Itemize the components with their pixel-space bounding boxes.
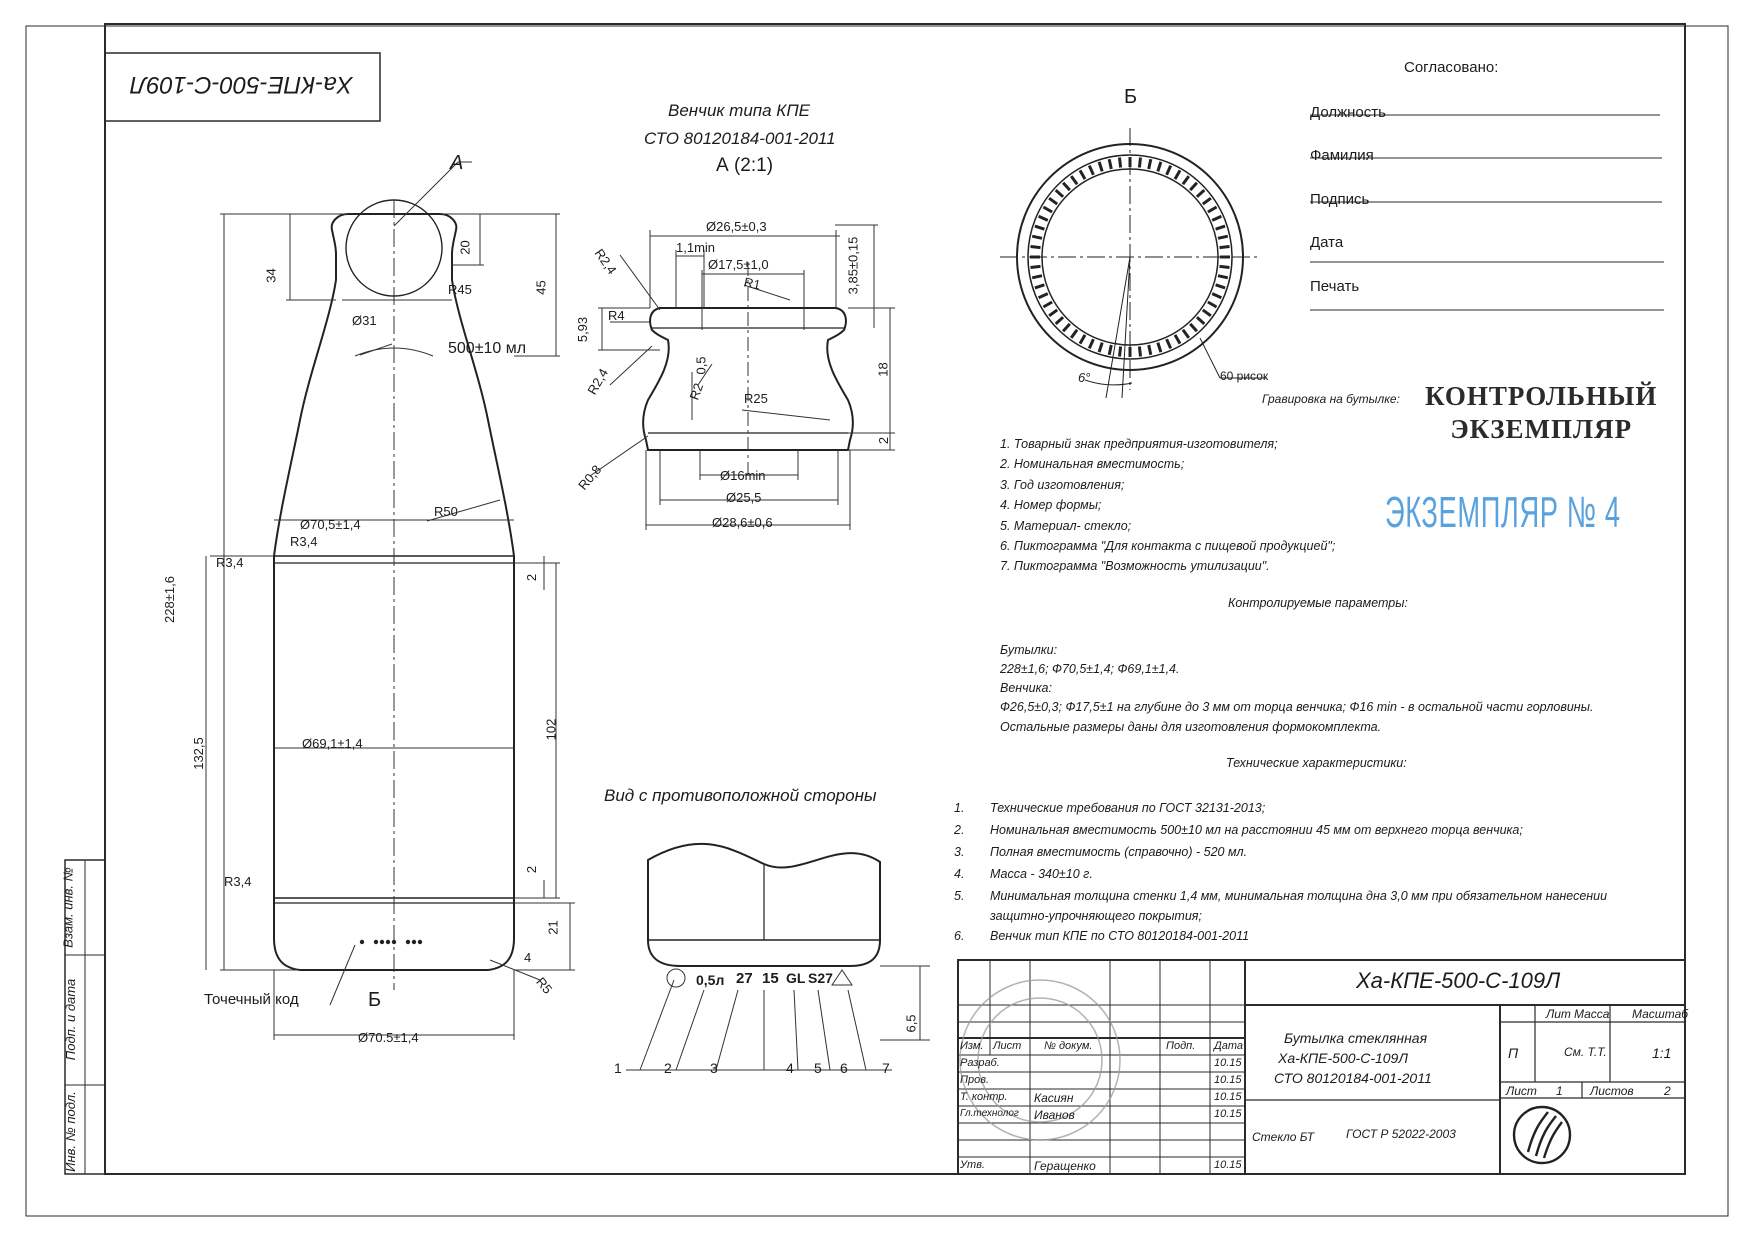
finish-dim-593: 5,93	[575, 316, 591, 343]
title-block-name-3: СТО 80120184-001-2011	[1274, 1070, 1432, 1086]
bottle-volume: 500±10 мл	[448, 340, 527, 357]
knurl-tick	[1071, 330, 1077, 338]
mark-volume: 0,5л	[696, 972, 725, 988]
knurl-tick	[1203, 310, 1211, 316]
side-label-inv: Инв. № подл.	[62, 1091, 78, 1172]
controlled-line-3: Венчика:	[1000, 681, 1052, 695]
sheets-value: 2	[1664, 1084, 1671, 1098]
bottle-dim-228: 228±1,6	[161, 576, 177, 623]
col-mass: Масса	[1574, 1007, 1610, 1021]
finish-dim-2: 2	[876, 436, 892, 445]
technical-number-1: 1.	[954, 801, 965, 815]
head-sheet: Лист	[993, 1040, 1022, 1052]
controlled-line-5: Остальные размеры даны для изготовления формокомплекта.	[1000, 720, 1382, 734]
date-chief-tech: 10.15	[1214, 1108, 1242, 1120]
role-approved: Утв.	[960, 1159, 985, 1171]
role-checked: Пров.	[960, 1074, 990, 1086]
head-change: Изм.	[960, 1040, 984, 1052]
bottle-radius-45: R45	[448, 282, 472, 297]
finish-radius-2: R2	[686, 381, 707, 402]
knurl-tick	[1218, 276, 1228, 278]
technical-line-4: Масса - 340±10 г.	[990, 867, 1093, 881]
approval-field-surname: Фамилия	[1310, 147, 1374, 164]
technical-number-4: 4.	[954, 867, 965, 881]
technical-line-5: Минимальная толщина стенки 1,4 мм, минимальная толщина дна 3,0 мм при обязательном нанесении	[990, 889, 1608, 903]
title-block-material: Стекло БТ	[1252, 1130, 1315, 1144]
knurl-tick	[1139, 158, 1140, 168]
head-date: Дата	[1214, 1040, 1244, 1052]
knurl-tick	[1080, 335, 1085, 344]
base-angle: 6°	[1078, 370, 1091, 385]
sheets-label: Листов	[1590, 1084, 1634, 1098]
knurl-tick	[1089, 166, 1093, 175]
head-sign: Подп.	[1166, 1040, 1196, 1052]
knurl-tick	[1167, 339, 1171, 348]
bottle-dim-2-a: 2	[524, 573, 540, 582]
knurl-tick	[1167, 166, 1171, 175]
bottle-dim-1325: 132,5	[190, 737, 206, 770]
finish-radius-25: R25	[744, 391, 768, 406]
base-view-label: Б	[1124, 86, 1138, 108]
knurl-tick	[1120, 158, 1121, 168]
bottle-diameter-705-bottom: Ø70.5±1,4	[358, 1030, 419, 1045]
detail-a-heading-3: А (2:1)	[716, 155, 774, 176]
sheet-label: Лист	[1506, 1084, 1537, 1098]
mark-mould: 15	[762, 970, 779, 987]
title-block-grid	[958, 960, 1685, 1174]
finish-dim-inner: Ø17,5±1,0	[708, 257, 769, 272]
finish-dim-outer: Ø26,5±0,3	[706, 219, 767, 234]
side-label-replace: Взам. инв. №	[60, 867, 76, 948]
engraving-item-6: 6. Пиктограмма "Для контакта с пищевой продукцией";	[1000, 539, 1336, 553]
callout-2: 2	[664, 1060, 672, 1076]
finish-dim-18: 18	[875, 362, 891, 377]
knurl-tick	[1063, 183, 1070, 190]
dot-code-label: Точечный код	[204, 991, 299, 1008]
knurl-tick	[1208, 302, 1217, 307]
approval-field-signature: Подпись	[1310, 191, 1370, 208]
technical-number-6: 6.	[954, 929, 965, 943]
mark-s27: S27	[808, 970, 833, 986]
mass-value: См. Т.Т.	[1564, 1045, 1607, 1059]
knurl-tick	[1149, 345, 1151, 355]
bottle-radius-5: R5	[533, 974, 556, 997]
detail-a-heading-2: СТО 80120184-001-2011	[644, 129, 836, 148]
approval-heading: Согласовано:	[1404, 59, 1499, 76]
knurl-tick	[1039, 216, 1048, 220]
bottle-label-a: А	[450, 152, 464, 174]
controlled-line-2: 228±1,6; Ф70,5±1,4; Ф69,1±1,4.	[1000, 662, 1180, 676]
controlled-copy-stamp	[1425, 380, 1657, 446]
knurl-tick	[1158, 343, 1161, 353]
base-view	[1000, 128, 1269, 398]
knurl-tick	[1109, 345, 1111, 355]
controlled-copy-stamp-line1: КОНТРОЛЬНЫЙ	[1425, 381, 1658, 411]
controlled-line-1: Бутылки:	[1000, 643, 1058, 657]
opposite-view-heading: Вид с противоположной стороны	[604, 786, 877, 805]
knurl-tick	[1197, 317, 1204, 324]
knurl-tick	[1220, 266, 1230, 267]
bottle-dim-4: 4	[524, 950, 532, 965]
finish-dim-05: 0,5	[693, 356, 709, 375]
date-approved: 10.15	[1214, 1159, 1242, 1171]
surname-chief-tech: Иванов	[1034, 1108, 1075, 1122]
bottle-dim-34: 34	[263, 268, 279, 283]
engraving-item-1: 1. Товарный знак предприятия-изготовителя;	[1000, 437, 1278, 451]
finish-dim-min: 1,1min	[676, 240, 716, 255]
bottle-dim-45: 45	[533, 280, 549, 295]
col-scale: Масштаб	[1632, 1007, 1689, 1021]
engraving-item-3: 3. Год изготовления;	[1000, 478, 1125, 492]
callout-7: 7	[882, 1060, 890, 1076]
knurl-tick	[1212, 216, 1221, 220]
company-logo	[1514, 1107, 1570, 1163]
role-developed: Разраб.	[960, 1057, 1000, 1069]
bottle-radius-34-b: R3,4	[290, 534, 318, 549]
technical-line-3: Полная вместимость (справочно) - 520 мл.	[990, 845, 1248, 859]
dot-code-marks	[360, 940, 422, 944]
technical-number-2: 2.	[954, 823, 965, 837]
engraving-item-4: 4. Номер формы;	[1000, 498, 1102, 512]
callout-3: 3	[710, 1060, 718, 1076]
scale-value: 1:1	[1652, 1045, 1672, 1061]
knurl-tick	[1049, 310, 1057, 316]
controlled-copy-stamp-line2: ЭКЗЕМПЛЯР	[1450, 414, 1633, 444]
technical-line-5-cont: защитно-упрочняющего покрытия;	[990, 909, 1202, 923]
engraving-item-7: 7. Пиктограмма "Возможность утилизации".	[1000, 559, 1270, 573]
technical-line-2: Номинальная вместимость 500±10 мл на расстоянии 45 мм от верхнего торца венчика;	[990, 823, 1523, 837]
title-block-code: Ха-КПЕ-500-С-109Л	[1356, 968, 1561, 993]
engraving-item-5: 5. Материал- стекло;	[1000, 519, 1132, 533]
bottle-dim-20: 20	[457, 240, 473, 255]
knurl-tick	[1139, 347, 1140, 357]
bottle-diameter-705-top: Ø70,5±1,4	[300, 517, 361, 532]
knurl-tick	[1063, 324, 1070, 331]
date-developed: 10.15	[1214, 1057, 1242, 1069]
knurl-tick	[1035, 226, 1045, 229]
knurl-tick	[1149, 159, 1151, 169]
knurl-tick	[1175, 335, 1180, 344]
finish-radius-4: R4	[608, 308, 625, 323]
finish-dim-385: 3,85±0,15	[845, 236, 861, 295]
finish-outline	[643, 308, 853, 450]
engraving-item-2: 2. Номинальная вместимость;	[1000, 457, 1185, 471]
copy-number-stamp: ЭКЗЕМПЛЯР № 4	[1385, 488, 1621, 537]
knurl-tick	[1190, 324, 1197, 331]
callout-6: 6	[840, 1060, 848, 1076]
side-label-sign-date: Подп. и дата	[63, 978, 79, 1061]
knurl-tick	[1089, 339, 1093, 348]
lit-value: П	[1508, 1045, 1519, 1061]
bottle-label-b: Б	[368, 989, 382, 1011]
role-chief-tech: Гл.технолог	[960, 1108, 1019, 1119]
head-doc: № докум.	[1044, 1040, 1093, 1052]
document-code-mirrored: Ха-КПЕ-500-С-109Л	[130, 71, 353, 98]
callout-1: 1	[614, 1060, 622, 1076]
bottle-dim-21: 21	[545, 920, 561, 935]
knurl-tick	[1197, 190, 1204, 197]
knurl-tick	[1031, 266, 1041, 267]
knurl-tick	[1158, 162, 1161, 172]
knurl-tick	[1043, 207, 1052, 212]
knurl-tick	[1175, 170, 1180, 179]
knurl-tick	[1099, 343, 1102, 353]
base-risks: 60 рисок	[1220, 369, 1269, 383]
callout-5: 5	[814, 1060, 822, 1076]
finish-dim-286: Ø28,6±0,6	[712, 515, 773, 530]
bottle-dim-102: 102	[543, 718, 559, 741]
controlled-line-4: Ф26,5±0,3; Ф17,5±1 на глубине до 3 мм от торца венчика; Ф16 min - в остальной части горловины.	[1000, 700, 1594, 714]
approval-field-date: Дата	[1310, 234, 1344, 251]
mark-gl: GL	[786, 970, 806, 986]
knurl-tick	[1183, 176, 1189, 184]
bottle-dimension-lines	[206, 162, 575, 1040]
bottle-diameter-691: Ø69,1±1,4	[302, 736, 363, 751]
role-tcontrol: Т. контр.	[960, 1091, 1008, 1103]
sheet-frame	[26, 24, 1728, 1216]
col-lit: Лит	[1546, 1007, 1571, 1021]
finish-radius-24-mid: R2,4	[584, 365, 612, 398]
bottle-dim-2-b: 2	[524, 865, 540, 874]
finish-radius-r1: R1	[742, 274, 763, 293]
knurl-tick	[1183, 330, 1189, 338]
knurl-tick	[1218, 236, 1228, 238]
bottle-radius-50: R50	[434, 504, 458, 519]
knurl-tick	[1056, 190, 1063, 197]
finish-dim-16: Ø16min	[720, 468, 766, 483]
knurl-tick	[1216, 226, 1226, 229]
surname-approved: Геращенко	[1034, 1159, 1096, 1173]
bottle-radius-34-a: R3,4	[216, 555, 244, 570]
technical-heading: Технические характеристики:	[1226, 756, 1407, 770]
sheet-value: 1	[1556, 1084, 1563, 1098]
date-tcontrol: 10.15	[1214, 1091, 1242, 1103]
knurl-tick	[1039, 294, 1048, 298]
knurl-tick	[1080, 170, 1085, 179]
knurl-tick	[1032, 236, 1042, 238]
title-block-name-1: Бутылка стеклянная	[1284, 1030, 1428, 1046]
title-block-name-2: Ха-КПЕ-500-С-109Л	[1278, 1050, 1408, 1066]
finish-radius-08: R0,8	[575, 462, 605, 493]
finish-radius-24-top: R2,4	[591, 245, 620, 278]
technical-number-5: 5.	[954, 889, 965, 903]
engraving-heading: Гравировка на бутылке:	[1262, 392, 1400, 406]
callout-4: 4	[786, 1060, 794, 1076]
knurl-tick	[1120, 347, 1121, 357]
approval-lines	[1310, 115, 1664, 310]
knurl-tick	[1208, 207, 1217, 212]
mark-year: 27	[736, 970, 753, 987]
knurl-tick	[1031, 247, 1041, 248]
title-block-standard: ГОСТ Р 52022-2003	[1346, 1127, 1456, 1141]
technical-line-6: Венчик тип КПЕ по СТО 80120184-001-2011	[990, 929, 1250, 943]
date-checked: 10.15	[1214, 1074, 1242, 1086]
knurl-tick	[1203, 198, 1211, 204]
technical-number-3: 3.	[954, 845, 965, 859]
bottle-diameter-31: Ø31	[352, 313, 377, 328]
knurl-tick	[1071, 176, 1077, 184]
approval-field-seal: Печать	[1310, 278, 1360, 295]
knurl-tick	[1035, 285, 1045, 288]
detail-a-heading-1: Венчик типа КПЕ	[668, 101, 810, 120]
knurl-tick	[1212, 294, 1221, 298]
surname-tcontrol: Касиян	[1034, 1091, 1074, 1105]
knurl-tick	[1099, 162, 1102, 172]
knurl-tick	[1190, 183, 1197, 190]
knurl-tick	[1049, 198, 1057, 204]
knurl-tick	[1220, 247, 1230, 248]
opposite-view-outline	[648, 844, 880, 966]
knurl-tick	[1056, 317, 1063, 324]
knurl-tick	[1216, 285, 1226, 288]
knurl-tick	[1043, 302, 1052, 307]
controlled-heading: Контролируемые параметры:	[1228, 596, 1408, 610]
knurl-tick	[1109, 159, 1111, 169]
knurl-tick	[1032, 276, 1042, 278]
opposite-dim-65: 6,5	[903, 1014, 919, 1033]
approval-field-position: Должность	[1310, 104, 1386, 121]
technical-line-1: Технические требования по ГОСТ 32131-2013;	[990, 801, 1266, 815]
finish-dim-255: Ø25,5	[726, 490, 762, 505]
bottle-radius-34-c: R3,4	[224, 874, 252, 889]
